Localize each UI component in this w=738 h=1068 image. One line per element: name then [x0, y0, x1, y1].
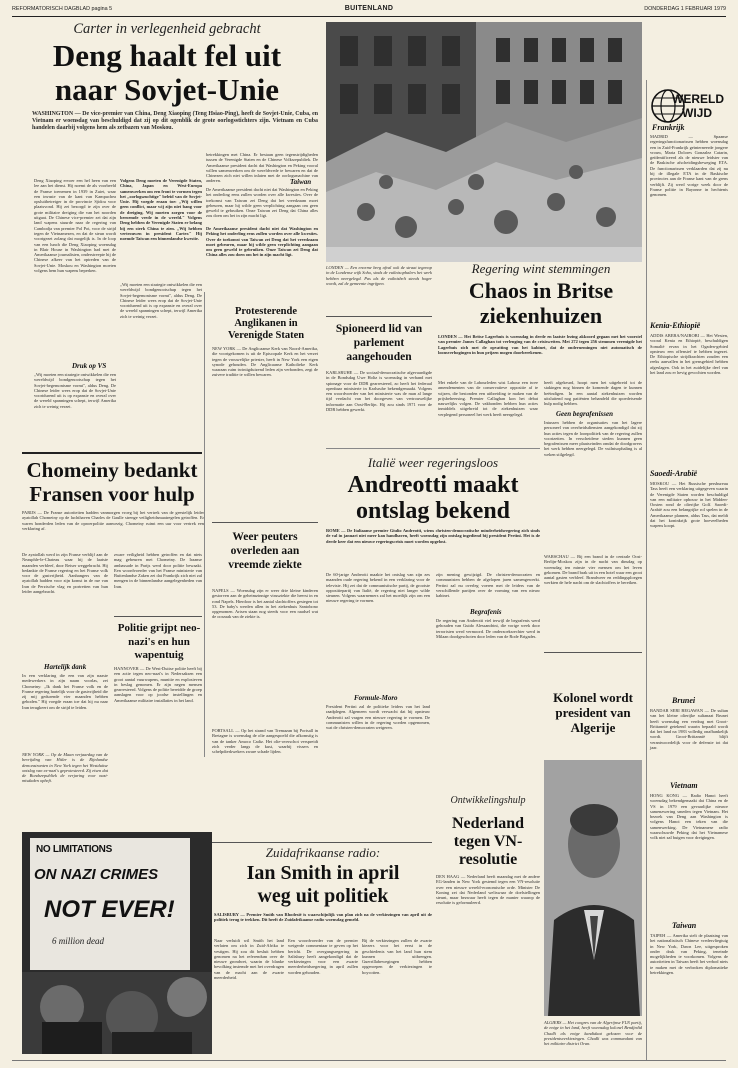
andreotti-lead: ROME — De Italiaanse premier Giulio Andreotti, wiens christen-democratische minderheidsregering zich sinds de val in januari niet meer kan handhaven, heeft woensdag zijn ontslag ingediend bij president Pertini. Het is de derde keer dat een nieuwe regeringscrisis moet worden opgelost.	[326, 528, 540, 544]
portsall-text: PORTSALL — Op het strand van Tremazan bij Portsall in Bretagne is woensdag de olie aangespoeld die afkomstig is van de tanker Amoco Cadiz. Het olie-overschot verspreidt zich verder langs de kust, waarbij vissers en schelpdierkwekers zware schade lijden.	[212, 728, 318, 755]
masthead	[12, 4, 726, 14]
andreotti-formule: President Pertini zal de politieke leiders van het land raadplegen. Algemeen wordt verwacht dat hij opnieuw Andreotti zal vragen een nieuwe regering te vormen. De communisten willen in de regering worden opgenomen, wat de christen-democraten weigeren.	[326, 704, 430, 731]
rule-andreotti-top	[326, 448, 540, 449]
saoedi-text: MOSKOU — Het Russische persbureau Tass heeft een verklaring uitgegeven waarin de Verenigde Staten worden beschuldigd van een militaire opbouw in het Midden-Oosten rond de olierijke Golf. Saoedi-Arabië zou een belangrijke rol spelen in de Amerikaanse plannen, aldus Tass, dat meldt dat het koninkrijk grote hoeveelheden wapens koopt.	[650, 481, 728, 529]
politie-headline: Politie grijpt neo-nazi's en hun wapentuig	[117, 622, 201, 661]
vietnam-text: HONG KONG — Radio Hanoi heeft woensdag bekendgemaakt dat China en de VS in 1979 een gevaarlijke nieuwe samenzwering smeden tegen Vietnam. Het bezoek van Deng aan Washington is volgens Hanoi een teken van die samenwerking. De Vietnamese radio waarschuwde Peking dat het Vietnamese volk niet zal buigen voor dreigingen.	[650, 793, 728, 841]
deng-headline-2: naar Sovjet-Unie	[54, 72, 280, 107]
deng-lead: WASHINGTON — De vice-premier van China, Deng Xiaoping (Teng Hsiao-Ping), heeft de Sovjet-Unie, Cuba, en Vietnam er woensdag van beschuldigd dat zij op dit ogenblik de grote oorlogsstichters zijn. Vietnam en Cuba handelen daarbij volgens hem als zetbazen van Moskou.	[32, 111, 318, 131]
deng-druk-text: De Amerikaanse president dacht niet dat Washington en Peking het onderling eens zullen worden over alle kwesties. Over de toekomst van Taiwan zei Deng dat het vreedzaam moet gebeuren, maar hij wilde geen verplichting aangaan om geen geweld te gebruiken. Onze Taiwan zei Deng dat China alles zou doen om het in zijn macht ligt.	[206, 226, 318, 258]
regering-lead: LONDEN — Het Britse Lagerhuis is woensdag in derde en laatste lezing akkoord gegaan met het voorstel van premier James Callaghan tot verlenging van de crisiswetten. Met 272 tegen 256 stemmen verenigde het Lagerhuis zich met de opvatting van het kabinet, dat de ondernemingen niet automatisch de loonsverhogingen in hun prijzen mogen doorberekenen.	[438, 334, 642, 355]
masthead-right: DONDERDAG 1 FEBRUARI 1979	[644, 6, 726, 12]
politie-text: HANNOVER — De West-Duitse politie heeft bij een actie tegen neo-nazi's in Nedersaksen een groot aantal vuurwapens, munitie en explosieven in beslag genomen. Er zijn negen mensen gearresteerd. Volgens de politie bereidde de groep aanslagen voor op joodse instellingen en Amerikaanse militaire installaties in het land.	[114, 666, 202, 703]
london-caption: LONDEN — Een enorme berg afval ook de straat tegenop in de Londense wijk Soho, sinds de vuilnisophalers het werk hebben neergelegd. Pas als de vuilnisbelt steeds hoger wordt, zal de gemeente ingrijpen.	[326, 265, 432, 286]
brunei-text: BANDAR SERI BEGAWAN — De sultan van het kleine olierijke sultanaat Brunei heeft woensdag een verdrag met Groot-Brittannië getekend waarin bepaald wordt dat het land na 1983 volledig onafhankelijk wordt. Groot-Brittannië blijft verantwoordelijk voor de defensie tot dat jaar.	[650, 708, 728, 751]
frankrijk-text: MADRID — Spaanse regeringsfunctionarissen hebben woensdag een in Zuid-Frankrijk geïnterneerde jongere vrouw, Maria Dolores Gonzalez Catarin, geïdentificeerd als de nieuwe leidster van de Baskische afscheidingsbeweging ETA. De functionarissen verklaarden dat zij nu bij de illegale ETA in de Baskische provincies aan de Franse kant van de grens verblijft. Zij werd vorige week door de Franse politie in Bayonne in hechtenis genomen.	[650, 134, 728, 198]
ian-headline-1: Ian Smith in april	[246, 862, 400, 884]
ian-kicker: Zuidafrikaanse radio:	[265, 845, 381, 860]
ian-lead: SALISBURY — Premier Smith van Rhodesië is waarschijnlijk van plan zich na de verkiezingen van april uit de politiek terug te trekken. Dit heeft de Zuidafrikaanse radio woensdag gemeld.	[214, 912, 432, 923]
regering-kicker: Regering wint stemmingen	[471, 261, 611, 276]
nederland-kicker: Ontwikkelingshulp	[450, 795, 526, 806]
kolonel-portrait-graphic	[544, 760, 642, 1016]
deng-col1: Deng Xiaoping ervoer een hel heen van een lee aan het dienst. Hij noemt de als voorbeeld de Franse toenemen in 1939 in Zuiet, waar een invaste van de kant van Kampuchea opsluitbetreiger in de provincie Sjidou voor plaatsvond. Hij zei bezorgd te zijn over de grote militaire dreiging die van het noorden uitgaat. De Chinese vice-premier zei dat zijn land wapens stuurde naar de regering van Cambodja van premier Pol Pot, voor de strijd tegen de Vietnamezen, en dat de steun wordt voortgezet zolang dat mogelijk is. In de loop van een lunch die Deng Xiaoping woensdag in Blair House in Washington had met de Amerikaanse journalisten, onderstreepte hij de Chinese afkeer van het optreden van de Sovjet-Unie. Moskou en Washington moeten volgens hem hun wapens beperken.	[34, 178, 116, 274]
weer-headline: Weer peuters overleden aan vreemde ziekte	[228, 531, 302, 571]
wereld-logo-1: WERELD	[672, 92, 724, 106]
andreotti-headline-2: ontslag bekend	[355, 498, 511, 524]
kolonel-photo	[544, 760, 642, 1016]
andreotti-col2: zijn mening gewijzigd. De christen-democraten en communisten hebben de afgelopen jaren samengewerkt. Pertini zal nu overleg voeren met de leiders van de verschillende partijen over de vorming van een nieuw kabinet.	[436, 572, 540, 599]
nederland-text: DEN HAAG — Nederland heeft maandag met de andere EG-landen in New York gestemd tegen een VN-resolutie over een nieuwe wereld-economische orde. Minister De Koning zei dat Nederland weliswaar de doelstellingen steunt, maar bezwaar heeft tegen de manier waarop de resolutie is geformuleerd.	[436, 874, 540, 906]
sign-line1: NO LIMITATIONS	[36, 844, 112, 855]
london-photo	[326, 22, 642, 262]
nederland-headline-2: tegen VN-	[453, 833, 523, 850]
frankrijk-label: Frankrijk	[652, 123, 685, 132]
rule-weer-top	[212, 522, 318, 523]
andreotti-begraf: De regering van Andreotti viel terwijl de begrafenis werd gehouden van Guido Alessandrini, die vorige week door terroristen werd vermoord. De onderzoeksrechter werd in Milaan doodgeschoten door leden van de Rode Brigades.	[436, 618, 540, 639]
spioneer-headline: Spioneerd lid van parlement aangehouden	[335, 323, 423, 363]
deng-col2: Volgens Deng moeten de Verenigde Staten, China, Japan en West-Europa samenwerken om een front te vormen tegen het „oorlogszuchtige" beleid van de Sovjet-Unie. Hij voegde eraan toe: „Wij willen geen conflict, maar wij zijn niet bang voor de dreiging. Wij moeten zorgen voor de beroemde vrede in de wereld." Volgens Deng hebben de Verenigde Staten er belang bij een sterk China te zien. „Wij hebben vertrouwen in president Carter." Hij noemde Taiwan een binnenlandse kwestie.	[120, 178, 202, 242]
masthead-left: REFORMATORISCH DAGBLAD pagina 5	[12, 6, 113, 12]
sign-line3: NOT EVER!	[44, 896, 175, 923]
rule-deng-bottom	[22, 452, 202, 454]
wereld-wijd-logo	[650, 88, 728, 128]
rule-spioneer-top	[326, 316, 432, 317]
kolonel-headline: Kolonel wordt president van Algerije	[553, 690, 633, 735]
nazi-protest-photo	[22, 832, 212, 1054]
regering-headline-2: ziekenhuizen	[479, 303, 603, 328]
deng-headline-1: Deng haalt fel uit	[52, 38, 282, 73]
warschau-text: WARSCHAU — Bij een brand in de centrale Oost-Berlijn-Moskou zijn in de nacht van dinsdag op woensdag ten minste vier mensen om het leven gekomen. De brand brak uit in een hotel waar een groot aantal gasten verbleef. Brandweer en reddingsploegen werkten de hele nacht om de slachtoffers te bereiken.	[544, 554, 642, 586]
deng-col2b: „Wij moeten een strategie ontwikkelen die een wereldwijd bondgenootschap tegen het Sovjet-hegemonisme vormt", aldus Deng. De Chinese leider wees erop dat de Sovjet-Unie voortdurend uit is op expansie en overal over de wereld spanningen schept, terwijl Amerika zich te weinig verzet.	[120, 282, 202, 319]
deng-col3: betrekkingen met China. Er bestaan geen tegenstrijdigheden tussen de Verenigde Staten en de Chinese Volksrepubliek. De Amerikaanse president dacht dat Washington en Peking vooral willen samenwerken om de wereldvrede te bewaren en dat de Chinezen zich niet willen inlaten met de oorlogsmachine van anderen.	[206, 152, 318, 184]
vietnam-label: Vietnam	[670, 781, 698, 790]
kolonel-caption: ALGIERS — Het congres van de Algerijnse FLN partij, de enige in het land, heeft woensdag kolonel Bendjedid Chadli als enige kandidaat gekozen voor de presidentsverkiezingen. Chadli was commandant van het militaire district Oran.	[544, 1020, 642, 1047]
rule-bottom	[12, 1060, 726, 1061]
sign-line4: 6 million dead	[52, 936, 104, 946]
regering-col2: heeft afgekeurd, hoopt men het uitgebreid tot de stakingen nog binnen de komende dagen te kunnen beëindigen. In een aantal ziekenhuizen worden uitsluitend nog patiënten behandeld die spoedeisende hulp nodig hebben.	[544, 380, 642, 407]
deng-kicker: Carter in verlegenheid gebracht	[73, 21, 261, 37]
andreotti-begraf-label: Begrafenis	[470, 608, 502, 616]
ian-col2: Een woordvoerder van de premier weigerde commentaar te geven op het bericht. De overgangsregering in Salisbury heeft aangekondigd dat de verkiezingen voor een zwarte meerderheidsregering in april zullen worden gehouden.	[288, 938, 358, 975]
andreotti-formule-label: Formule-Moro	[354, 694, 398, 702]
regering-begraf-text: Intussen hebben de organisaties van het lagere personeel van overheidsdiensten aangekondigd dat zij hun acties tegen de loonpolitiek van de regering zullen voortzetten. In verscheidene steden kunnen geen begrafenissen meer plaatsvinden omdat de doodgravers het werk hebben neergelegd. De vuilnisophaling is al weken stilgelegd.	[544, 420, 642, 457]
spioneer-text: KARLSRUHE — De sociaal-democratische afgevaardigde in de Bondsdag Uwe Holtz is woensdag in verband met spionage voor de DDR gearresteerd, zo heeft het federaal openbaar ministerie in Karlsruhe bekendgemaakt. Volgens een woordvoerder van het ministerie was de man al lange tijd verdacht van het doorgeven van vertrouwelijke informatie aan Oost-Berlijn. Hij zou sinds 1971 voor de DDR hebben gewerkt.	[326, 370, 432, 413]
andreotti-kicker: Italië weer regeringsloos	[367, 455, 499, 470]
weer-text: NAPELS — Woensdag zijn er weer drie kleine kinderen gestorven aan de geheimzinnige virusziekte die heerst in en rond Napels. Hierdoor is het aantal slachtoffers gestegen tot 53. De baby's werden allen in het ziekenhuis Santobono opgenomen. Artsen staan nog steeds voor een raadsel wat de oorzaak van de ziekte is.	[212, 588, 318, 620]
regering-begraf-label: Geen begrafenissen	[556, 410, 613, 418]
regering-headline-1: Chaos in Britse	[468, 278, 614, 303]
nederland-headline-3: resolutie	[458, 851, 518, 868]
andreotti-col1: De 60-jarige Andreotti maakte het ontslag van zijn zes maanden oude regering bekend in een verklaring voor de televisie. Hij zei dat de communistische partij, de grootste oppositiepartij van Italië, de regering niet langer wilde steunen. Volgens waarnemers zal het moeilijk zijn om een nieuwe regering te vormen.	[326, 572, 430, 604]
brunei-label: Brunei	[672, 696, 696, 705]
saoedi-label: Saoedi-Arabië	[650, 469, 698, 478]
chomeiny-lead: PARIJS — De Franse autoriteiten hadden vanmorgen vroeg bij het vertrek van de geestelijk leider ayatollah Chomeiny op de luchthaven Charles de Gaulle strenge veiligheidsmaatregelen getroffen. Er waren honderden leden van de oproerpolitie aanwezig. Chomeiny ruimt een uur voor vertrek een verklaring af.	[22, 510, 204, 531]
deng-druk-body: „Wij moeten een strategie ontwikkelen die een wereldwijd bondgenootschap tegen het Sovjet-hegemonisme vormt", aldus Deng. De Chinese leider wees erop dat de Sovjet-Unie voortdurend uit is op expansie en overal over de wereld spanningen schept, terwijl Amerika zich te weinig verzet.	[34, 372, 116, 409]
chomeiny-col2: zware veiligheid hebben getroffen en dat niets mag gebeuren met Chomeiny. De Iraanse ambassade in Parijs werd door politie bewaakt. Een woordvoerder van het Franse ministerie van Buitenlandse Zaken zei dat Frankrijk zich niet zal mengen in de binnenlandse aangelegenheden van Iran.	[114, 552, 202, 589]
ian-col3: Bij de verkiezingen zullen de zwarte kiezers voor het eerst in de geschiedenis van het land hun stem kunnen uitbrengen. Guerrillabewegingen hebben opgeroepen de verkiezingen te boycotten.	[362, 938, 432, 975]
deng-taiwan-label: Taiwan	[290, 178, 312, 186]
chomeiny-headline-2: Fransen voor hulp	[29, 482, 195, 506]
ny-caption: NEW YORK — Op de Maan verjaardag van de bevrijding van Hitler is de Rijnlandse demonstranten in New York tegen het Westduitse ontslag van ex-nazi's geprotesteerd. Zij eisen dat de Bondsrepubliek de verjaring voor nazi-misdaden opheft.	[22, 752, 108, 784]
kenia-text: ADDIS ABEBA/NAIROBI — Het Westen, vooral Kenia en Ethiopië, beschuldigen Somalië ervan in het Ogaden-gebied opnieuw een offensief te hebben ingezet. De Ethiopische strijdkrachten zouden een reeks aanvallen in het grensgebied hebben afgeslagen. Ook in het zuidelijke deel van het land zou er hevig gevochten worden.	[650, 333, 728, 376]
protest-text: NEW YORK — De Anglicaanse Kerk van Noord-Amerika, die voortgekomen is uit de Episcopale Kerk en het verzet tegen de vrouwelijke priester, heeft in New York een eigen synode gehouden. De Anglicaanse Katholieke Kerk waaraan ruim twintigduizend leden zijn verbonden, zegt de zuivere traditie te willen bewaren.	[212, 346, 318, 378]
rule-ian-top	[212, 842, 432, 843]
rule-politie-top	[114, 616, 202, 617]
deng-taiwan-text: De Amerikaanse president dacht niet dat Washington en Peking het onderling eens zullen worden over alle kwesties. Over de toekomst van Taiwan zei Deng dat het vreedzaam moet gebeuren, maar hij wilde geen verplichting aangaan om geen geweld te gebruiken. Onze Taiwan zei Deng dat China alles zou doen om het in zijn macht ligt.	[206, 187, 318, 219]
andreotti-headline-1: Andreotti maakt	[347, 472, 519, 498]
rule-right-column	[646, 80, 647, 1060]
wereld-logo-2: WIJD	[682, 106, 712, 120]
nederland-headline-1: Nederland	[452, 815, 524, 832]
chomeiny-headline-1: Chomeiny bedankt	[26, 458, 198, 482]
taiwan-brief-text: TAIPEH — Amerika stelt de plaatsing van het nationalistisch Chinese vredesvliegtuig in New York, Dawn Lee, uitgesproken onder druk van Peking, teneinde mogelijkheden te voorkomen. Volgens de autoriteiten in Taiwan heeft het verbod niets te maken met de verbroken diplomatieke betrekkingen.	[650, 933, 728, 976]
sign-line2: ON NAZI CRIMES	[34, 866, 159, 883]
ian-headline-2: weg uit politiek	[257, 885, 389, 907]
rule-kolonel-top	[544, 652, 642, 653]
london-street-graphic	[326, 22, 642, 262]
ian-col1: Naar verluidt wil Smith het land verlaten om zich in Zuid-Afrika te vestigen. Hij zou dit besluit hebben genomen na het referendum over de nieuwe grondwet, waarin de blanke bevolking instemde met het overdragen van de macht aan de zwarte meerderheid.	[214, 938, 284, 981]
masthead-rule	[12, 16, 726, 17]
masthead-center: BUITENLAND	[344, 5, 394, 12]
chomeiny-hartelijk: In een verklaring die een van zijn naaste medewerkers in zijn naam voorlas, zei Chomeiny: „Ik dank het Franse volk en de Franse regering hartelijk voor de gastvrijheid die zij mij gedurende vier maanden hebben geboden." Hij voegde eraan toe dat hij nu naar Iran terugkeert om de strijd te leiden.	[22, 673, 108, 710]
regering-col1: Met enkele van de Labourleden wist Labour een twee amendementen van de conservatieve oppositie af te wijzen, die bestonden een uitbreiding te maken van de prijsbeheersing. Premier Callaghan kon het debat nauwelijks volgen. De vakbonden hebben hun acties inmiddels uitgebreid tot de ziekenhuizen waar verplegend personeel het werk heeft neergelegd.	[438, 380, 538, 417]
taiwan-brief-label: Taiwan	[672, 921, 697, 930]
chomeiny-hartelijk-label: Hartelijk dank	[44, 663, 87, 671]
kenia-label: Kenia-Ethiopië	[650, 321, 701, 330]
deng-druk-label: Druk op VS	[72, 362, 107, 370]
rule-vertical-left	[204, 292, 205, 757]
protest-headline: Protesterende Anglikanen in Verenigde Staten	[227, 306, 305, 341]
chomeiny-col1: De ayatollah werd in zijn Franse verblijf aan de Neauphle-le-Chateau waar hij de laatste maanden verbleef, door Reiser weggebracht. Hij bedankte de Franse regering en het Franse volk voor de gastvrijheid. Aanhangers van de ayatollah hadden voor zijn komst in de rue van Iran de Perzische vlag en portretten van hun leider aangebracht.	[22, 552, 108, 595]
